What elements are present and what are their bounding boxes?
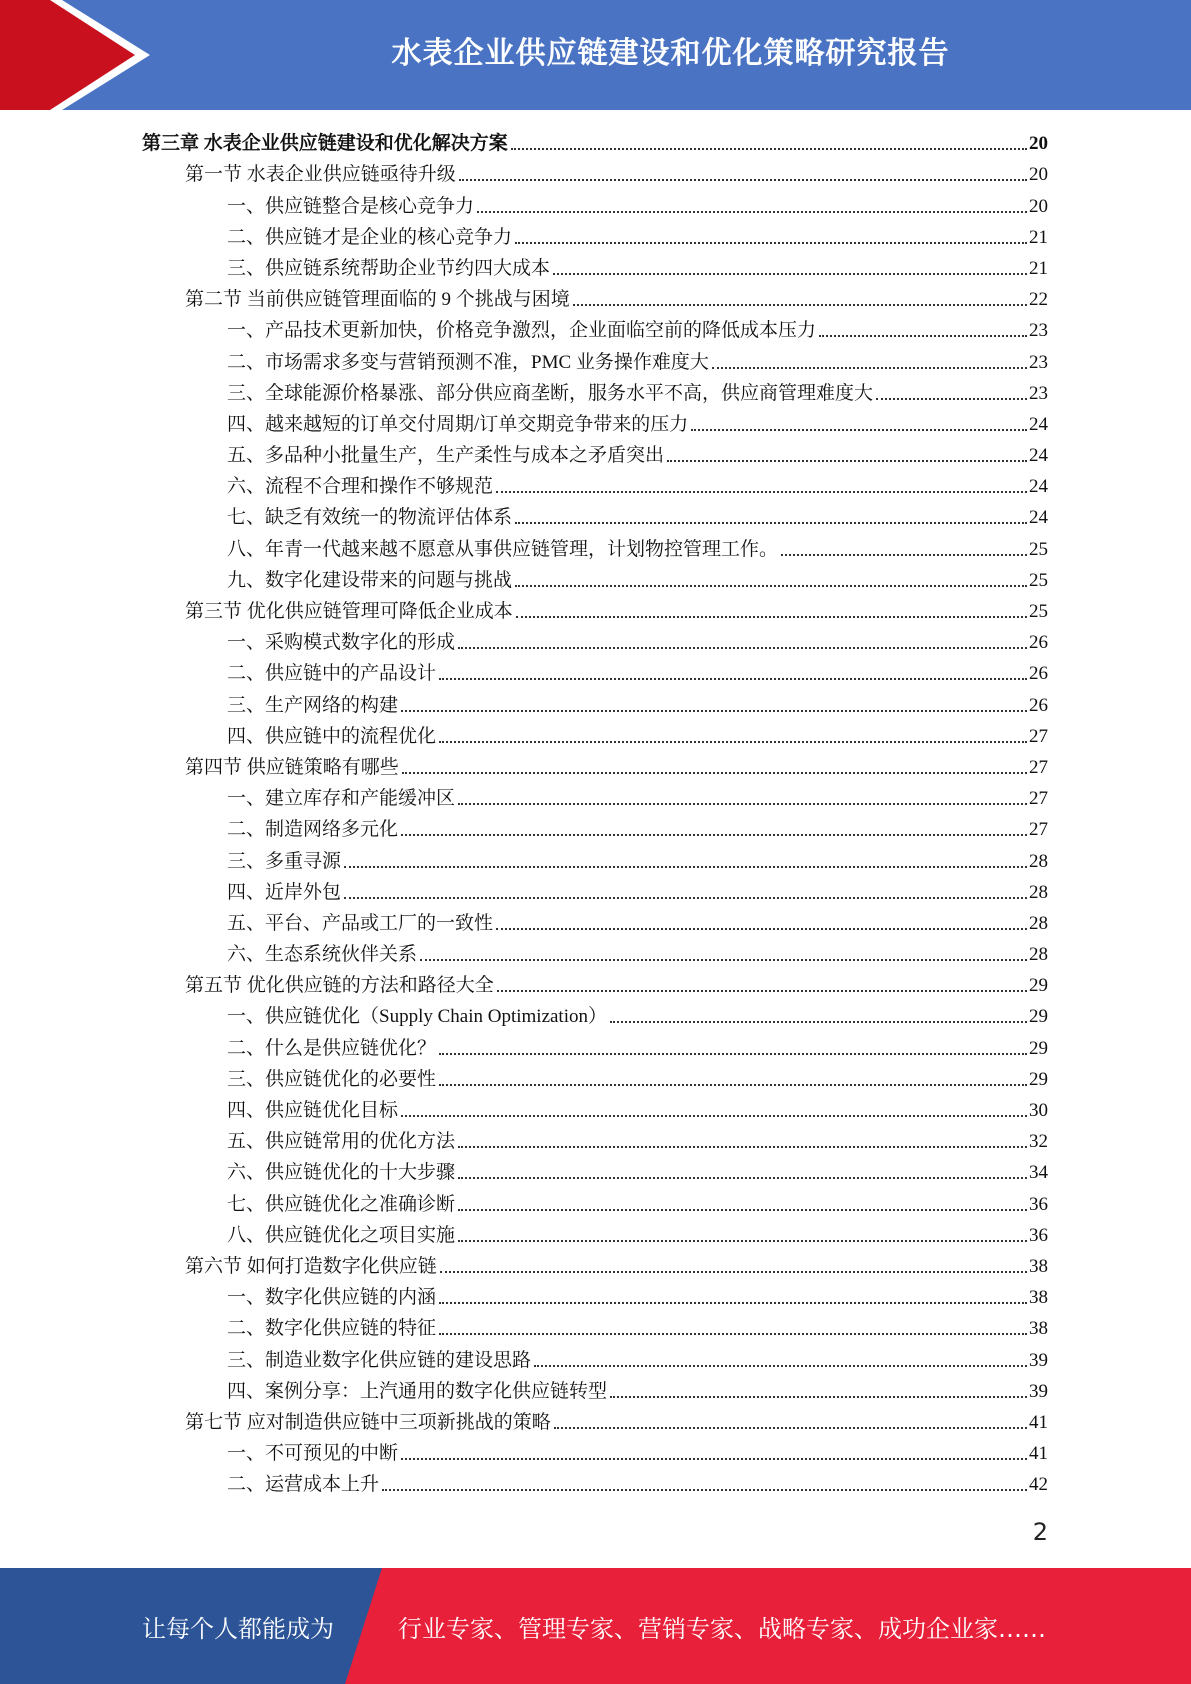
toc-page-number: 29: [1029, 1068, 1048, 1090]
toc-page-number: 26: [1029, 694, 1048, 716]
toc-item-row[interactable]: [142, 1220, 1048, 1251]
toc-item-row[interactable]: [142, 502, 1048, 533]
toc-page-number: 23: [1029, 320, 1048, 342]
toc-entry-title: 一、采购模式数字化的形成: [227, 632, 456, 654]
toc-entry-title: 第五节 优化供应链的方法和路径大全: [185, 975, 494, 997]
toc-dot-leader: [459, 179, 1027, 181]
toc-dot-leader: [667, 460, 1027, 462]
toc-entry-title: 一、不可预见的中断: [227, 1443, 399, 1465]
toc-dot-leader: [554, 1427, 1027, 1429]
toc-item-row[interactable]: [142, 533, 1048, 564]
toc-entry-title: 第一节 水表企业供应链亟待升级: [185, 164, 456, 186]
toc-page-number: 29: [1029, 975, 1048, 997]
toc-page-number: 21: [1029, 257, 1048, 279]
toc-page-number: 39: [1029, 1380, 1048, 1402]
toc-entry-title: 二、什么是供应链优化？: [227, 1037, 437, 1059]
toc-dot-leader: [458, 647, 1027, 649]
toc-dot-leader: [712, 367, 1027, 369]
toc-page-number: 24: [1029, 476, 1048, 498]
toc-page-number: 28: [1029, 850, 1048, 872]
toc-item-row[interactable]: [142, 1188, 1048, 1219]
toc-entry-title: 一、供应链优化（Supply Chain Optimization）: [227, 1006, 607, 1028]
toc-item-row[interactable]: [142, 378, 1048, 409]
toc-item-row[interactable]: [142, 1313, 1048, 1344]
toc-entry-title: 第七节 应对制造供应链中三项新挑战的策略: [185, 1411, 551, 1433]
toc-entry-title: 四、越来越短的订单交付周期/订单交期竞争带来的压力: [227, 413, 689, 435]
toc-entry-title: 第三章 水表企业供应链建设和优化解决方案: [142, 133, 508, 155]
toc-page-number: 23: [1029, 351, 1048, 373]
toc-item-row[interactable]: [142, 783, 1048, 814]
toc-page-number: 24: [1029, 507, 1048, 529]
toc-item-row[interactable]: [142, 1282, 1048, 1313]
toc-page-number: 25: [1029, 538, 1048, 560]
toc-entry-title: 第二节 当前供应链管理面临的 9 个挑战与困境: [185, 289, 570, 311]
toc-entry-title: 六、流程不合理和操作不够规范: [227, 476, 494, 498]
toc-page-number: 39: [1029, 1349, 1048, 1371]
toc-dot-leader: [477, 211, 1027, 213]
toc-page-number: 38: [1029, 1255, 1048, 1277]
toc-page-number: 28: [1029, 944, 1048, 966]
toc-page-number: 38: [1029, 1318, 1048, 1340]
toc-page-number: 27: [1029, 819, 1048, 841]
toc-section-row[interactable]: [142, 752, 1048, 783]
toc-dot-leader: [553, 273, 1027, 275]
toc-dot-leader: [439, 741, 1027, 743]
toc-entry-title: 六、供应链优化的十大步骤: [227, 1162, 456, 1184]
toc-item-row[interactable]: [142, 222, 1048, 253]
toc-item-row[interactable]: [142, 814, 1048, 845]
toc-page-number: 24: [1029, 413, 1048, 435]
toc-page-number: 29: [1029, 1006, 1048, 1028]
toc-dot-leader: [382, 1489, 1027, 1491]
toc-item-row[interactable]: [142, 565, 1048, 596]
toc-entry-title: 三、生产网络的构建: [227, 694, 399, 716]
toc-dot-leader: [420, 959, 1027, 961]
toc-section-row[interactable]: [142, 1407, 1048, 1438]
toc-dot-leader: [401, 1115, 1027, 1117]
toc-chapter-row[interactable]: [142, 128, 1048, 159]
toc-page-number: 26: [1029, 663, 1048, 685]
toc-page-number: 36: [1029, 1193, 1048, 1215]
toc-item-row[interactable]: [142, 1344, 1048, 1375]
toc-page-number: 22: [1029, 289, 1048, 311]
toc-entry-title: 四、近岸外包: [227, 881, 342, 903]
toc-entry-title: 二、供应链中的产品设计: [227, 663, 437, 685]
toc-dot-leader: [534, 1365, 1027, 1367]
toc-entry-title: 五、平台、产品或工厂的一致性: [227, 912, 494, 934]
footer-slogan-right: 行业专家、管理专家、营销专家、战略专家、成功企业家……: [398, 1614, 1046, 1643]
toc-page-number: 32: [1029, 1131, 1048, 1153]
toc-dot-leader: [344, 897, 1027, 899]
toc-page-number: 30: [1029, 1100, 1048, 1121]
toc-entry-title: 五、供应链常用的优化方法: [227, 1131, 456, 1153]
toc-page-number: 41: [1029, 1443, 1048, 1465]
toc-entry-title: 八、供应链优化之项目实施: [227, 1224, 456, 1246]
toc-dot-leader: [401, 710, 1027, 712]
toc-entry-title: 五、多品种小批量生产，生产柔性与成本之矛盾突出: [227, 445, 665, 467]
toc-dot-leader: [819, 335, 1027, 337]
toc-section-row[interactable]: [142, 284, 1048, 315]
toc-entry-title: 一、供应链整合是核心竞争力: [227, 195, 475, 217]
toc-dot-leader: [496, 928, 1027, 930]
toc-page-number: 21: [1029, 226, 1048, 248]
toc-item-row[interactable]: [142, 689, 1048, 720]
toc-entry-title: 三、供应链优化的必要性: [227, 1068, 437, 1090]
toc-entry-title: 三、制造业数字化供应链的建设思路: [227, 1349, 532, 1371]
toc-dot-leader: [497, 990, 1027, 992]
toc-dot-leader: [781, 554, 1027, 556]
toc-dot-leader: [610, 1021, 1027, 1023]
toc-item-row[interactable]: [142, 1438, 1048, 1469]
toc-page-number: 20: [1029, 195, 1048, 217]
document-title: 水表企业供应链建设和优化策略研究报告: [391, 36, 950, 71]
page-footer: [0, 1568, 1191, 1684]
toc-entry-title: 一、建立库存和产能缓冲区: [227, 788, 456, 810]
toc-item-row[interactable]: [142, 315, 1048, 346]
toc-entry-title: 三、多重寻源: [227, 850, 342, 872]
toc-dot-leader: [401, 1458, 1027, 1460]
toc-item-row[interactable]: [142, 1376, 1048, 1407]
toc-dot-leader: [496, 491, 1027, 493]
toc-item-row[interactable]: [142, 253, 1048, 284]
table-of-contents: [142, 128, 1048, 1500]
toc-page-number: 27: [1029, 788, 1048, 810]
toc-entry-title: 八、年青一代越来越不愿意从事供应链管理，计划物控管理工作。: [227, 538, 779, 560]
toc-item-row[interactable]: [142, 440, 1048, 471]
toc-page-number: 25: [1029, 569, 1048, 591]
toc-entry-title: 三、供应链系统帮助企业节约四大成本: [227, 257, 551, 279]
toc-entry-title: 四、供应链优化目标: [227, 1100, 399, 1121]
toc-item-row[interactable]: [142, 908, 1048, 939]
toc-dot-leader: [458, 1209, 1027, 1211]
toc-dot-leader: [876, 398, 1027, 400]
toc-item-row[interactable]: [142, 877, 1048, 908]
toc-dot-leader: [516, 616, 1027, 618]
toc-page-number: 26: [1029, 632, 1048, 654]
toc-entry-title: 七、缺乏有效统一的物流评估体系: [227, 507, 513, 529]
toc-page-number: 28: [1029, 912, 1048, 934]
toc-dot-leader: [344, 866, 1027, 868]
toc-entry-title: 三、全球能源价格暴涨、部分供应商垄断，服务水平不高，供应商管理难度大: [227, 382, 874, 404]
toc-item-row[interactable]: [142, 1064, 1048, 1095]
toc-dot-leader: [610, 1396, 1027, 1398]
toc-entry-title: 九、数字化建设带来的问题与挑战: [227, 569, 513, 591]
toc-item-row[interactable]: [142, 845, 1048, 876]
toc-page-number: 20: [1029, 133, 1048, 155]
toc-page-number: 29: [1029, 1037, 1048, 1059]
toc-item-row[interactable]: [142, 658, 1048, 689]
toc-section-row[interactable]: [142, 159, 1048, 190]
toc-item-row[interactable]: [142, 1032, 1048, 1063]
toc-entry-title: 六、生态系统伙伴关系: [227, 944, 418, 966]
toc-dot-leader: [515, 585, 1027, 587]
toc-dot-leader: [511, 148, 1027, 150]
footer-slogan-left: 让每个人都能成为: [142, 1614, 334, 1643]
toc-page-number: 25: [1029, 601, 1048, 622]
toc-entry-title: 二、数字化供应链的特征: [227, 1318, 437, 1340]
toc-dot-leader: [458, 1177, 1027, 1179]
toc-item-row[interactable]: [142, 1001, 1048, 1032]
toc-item-row[interactable]: [142, 1157, 1048, 1188]
toc-dot-leader: [402, 772, 1027, 774]
toc-section-row[interactable]: [142, 1251, 1048, 1282]
toc-entry-title: 二、供应链才是企业的核心竞争力: [227, 226, 513, 248]
toc-item-row[interactable]: [142, 1126, 1048, 1157]
toc-entry-title: 二、市场需求多变与营销预测不准，PMC 业务操作难度大: [227, 351, 709, 373]
toc-dot-leader: [439, 1084, 1027, 1086]
toc-section-row[interactable]: [142, 596, 1048, 627]
toc-page-number: 20: [1029, 164, 1048, 186]
toc-page-number: 27: [1029, 756, 1048, 778]
toc-dot-leader: [439, 1302, 1027, 1304]
toc-dot-leader: [458, 1240, 1027, 1242]
toc-dot-leader: [440, 1271, 1027, 1273]
toc-entry-title: 二、运营成本上升: [227, 1474, 380, 1496]
toc-dot-leader: [458, 803, 1027, 805]
toc-item-row[interactable]: [142, 939, 1048, 970]
toc-dot-leader: [439, 678, 1027, 680]
toc-item-row[interactable]: [142, 627, 1048, 658]
toc-entry-title: 一、产品技术更新加快，价格竞争激烈，企业面临空前的降低成本压力: [227, 320, 817, 342]
toc-dot-leader: [439, 1333, 1027, 1335]
toc-page-number: 24: [1029, 445, 1048, 467]
toc-item-row[interactable]: [142, 346, 1048, 377]
toc-entry-title: 第三节 优化供应链管理可降低企业成本: [185, 601, 513, 622]
toc-item-row[interactable]: [142, 1095, 1048, 1126]
page-header: [0, 0, 1191, 110]
toc-entry-title: 第四节 供应链策略有哪些: [185, 756, 399, 778]
toc-page-number: 27: [1029, 725, 1048, 747]
toc-page-number: 34: [1029, 1162, 1048, 1184]
toc-entry-title: 第六节 如何打造数字化供应链: [185, 1255, 437, 1277]
toc-page-number: 41: [1029, 1411, 1048, 1433]
toc-entry-title: 四、供应链中的流程优化: [227, 725, 437, 747]
toc-page-number: 42: [1029, 1474, 1048, 1496]
page-number: 2: [1032, 1518, 1048, 1546]
toc-dot-leader: [515, 522, 1027, 524]
toc-item-row[interactable]: [142, 190, 1048, 221]
toc-item-row[interactable]: [142, 409, 1048, 440]
toc-page-number: 23: [1029, 382, 1048, 404]
toc-dot-leader: [573, 304, 1027, 306]
toc-page-number: 38: [1029, 1287, 1048, 1309]
toc-item-row[interactable]: [142, 721, 1048, 752]
toc-item-row[interactable]: [142, 471, 1048, 502]
toc-section-row[interactable]: [142, 970, 1048, 1001]
toc-dot-leader: [439, 1053, 1027, 1055]
toc-page-number: 28: [1029, 881, 1048, 903]
toc-dot-leader: [691, 429, 1027, 431]
toc-dot-leader: [401, 834, 1027, 836]
toc-entry-title: 一、数字化供应链的内涵: [227, 1287, 437, 1309]
toc-page-number: 36: [1029, 1224, 1048, 1246]
toc-entry-title: 二、制造网络多元化: [227, 819, 399, 841]
toc-dot-leader: [458, 1146, 1027, 1148]
toc-dot-leader: [515, 242, 1027, 244]
toc-entry-title: 四、案例分享：上汽通用的数字化供应链转型: [227, 1380, 608, 1402]
toc-entry-title: 七、供应链优化之准确诊断: [227, 1193, 456, 1215]
toc-item-row[interactable]: [142, 1469, 1048, 1500]
